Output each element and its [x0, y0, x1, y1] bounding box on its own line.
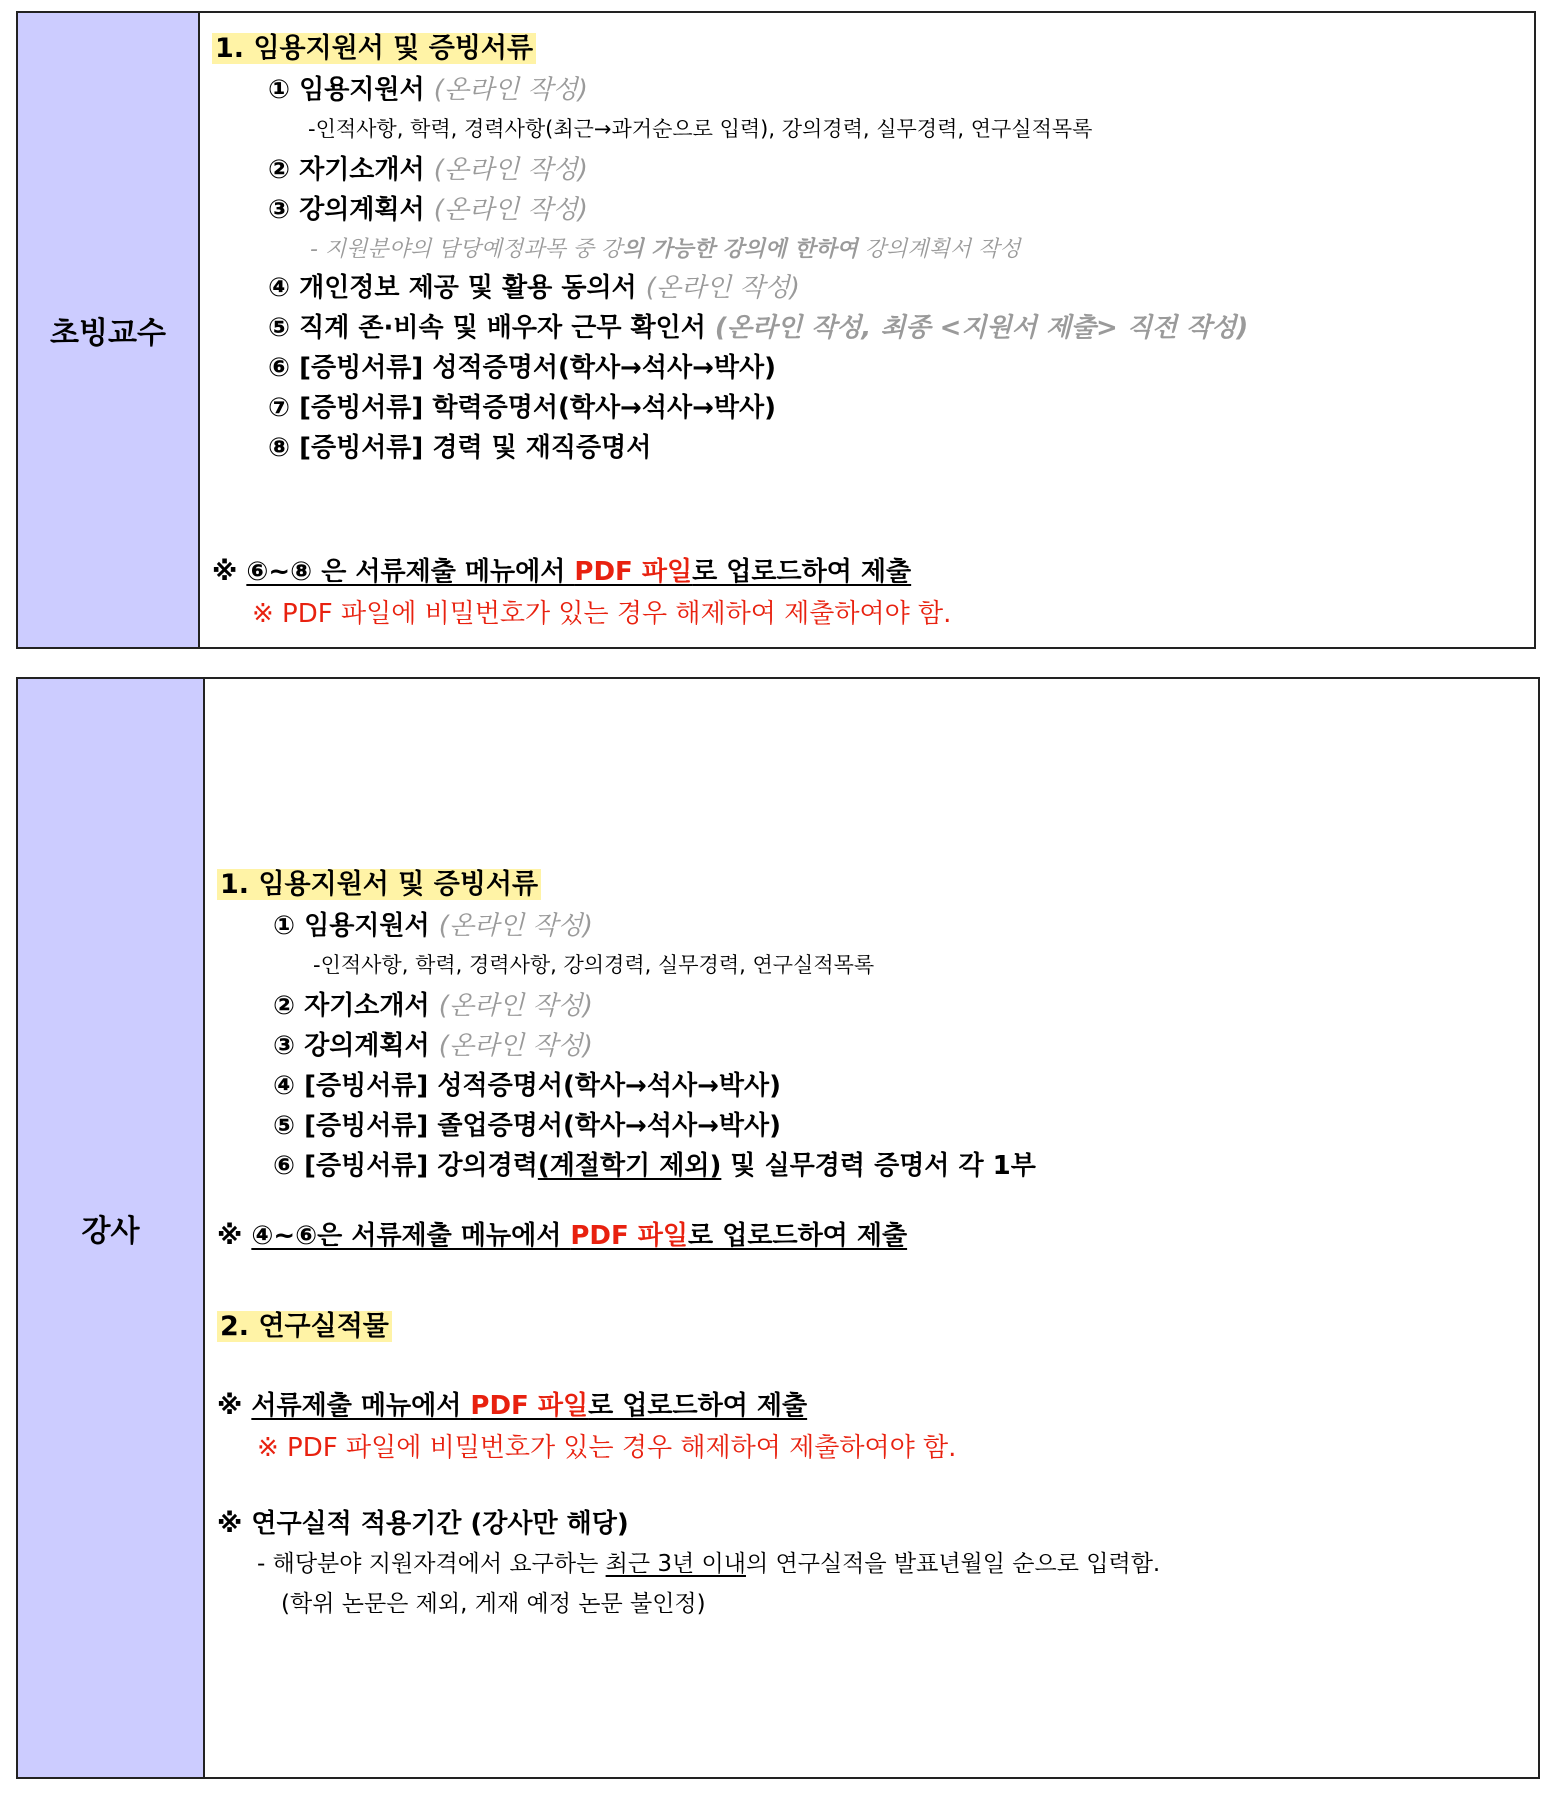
- list-item: ⑧ [증빙서류] 경력 및 재직증명서: [268, 433, 652, 463]
- section-heading: 1. 임용지원서 및 증빙서류: [217, 871, 541, 898]
- list-item-detail: -인적사항, 학력, 경력사항, 강의경력, 실무경력, 연구실적목록: [313, 953, 875, 977]
- list-item: ⑥ [증빙서류] 강의경력(계절학기 제외) 및 실무경력 증명서 각 1부: [273, 1151, 1036, 1181]
- research-period-note: ※ 연구실적 적용기간 (강사만 해당): [217, 1509, 629, 1539]
- list-item: ① 임용지원서 (온라인 작성): [273, 911, 593, 941]
- list-item: ② 자기소개서 (온라인 작성): [273, 991, 593, 1021]
- research-period-exclusion: (학위 논문은 제외, 게재 예정 논문 불인정): [281, 1591, 706, 1617]
- list-item: ④ 개인정보 제공 및 활용 동의서 (온라인 작성): [268, 273, 800, 303]
- section-heading: 2. 연구실적물: [217, 1313, 392, 1340]
- section-heading: 1. 임용지원서 및 증빙서류: [212, 35, 536, 62]
- section-lecturer: [16, 677, 1540, 1779]
- section-content: [205, 679, 1538, 1777]
- list-item: ③ 강의계획서 (온라인 작성): [273, 1031, 593, 1061]
- upload-note: ※ ④~⑥은 서류제출 메뉴에서 PDF 파일로 업로드하여 제출: [217, 1221, 908, 1251]
- section-label: 초빙교수: [18, 13, 200, 647]
- list-item: ② 자기소개서 (온라인 작성): [268, 155, 588, 185]
- password-note: ※ PDF 파일에 비밀번호가 있는 경우 해제하여 제출하여야 함.: [257, 1433, 957, 1463]
- list-item: ⑦ [증빙서류] 학력증명서(학사→석사→박사): [268, 393, 776, 423]
- list-item: ① 임용지원서 (온라인 작성): [268, 75, 588, 105]
- upload-note: ※ ⑥~⑧ 은 서류제출 메뉴에서 PDF 파일로 업로드하여 제출: [212, 557, 912, 587]
- section-label: 강사: [18, 679, 205, 1777]
- password-note: ※ PDF 파일에 비밀번호가 있는 경우 해제하여 제출하여야 함.: [252, 599, 952, 629]
- list-item: ⑤ 직계 존·비속 및 배우자 근무 확인서 (온라인 작성, 최종 <지원서 제출> 직전 작성): [268, 313, 1249, 343]
- section-content: [200, 13, 1534, 647]
- list-item: ③ 강의계획서 (온라인 작성): [268, 195, 588, 225]
- list-item-detail: - 지원분야의 담당예정과목 중 강의 가능한 강의에 한하여 강의계획서 작성: [310, 237, 1021, 262]
- list-item: ④ [증빙서류] 성적증명서(학사→석사→박사): [273, 1071, 781, 1101]
- section-visiting-professor: [16, 11, 1536, 649]
- research-period-detail: - 해당분야 지원자격에서 요구하는 최근 3년 이내의 연구실적을 발표년월일 순으로 입력함.: [257, 1551, 1161, 1577]
- list-item-detail: -인적사항, 학력, 경력사항(최근→과거순으로 입력), 강의경력, 실무경력, 연구실적목록: [308, 117, 1093, 141]
- list-item: ⑤ [증빙서류] 졸업증명서(학사→석사→박사): [273, 1111, 781, 1141]
- list-item: ⑥ [증빙서류] 성적증명서(학사→석사→박사): [268, 353, 776, 383]
- upload-note: ※ 서류제출 메뉴에서 PDF 파일로 업로드하여 제출: [217, 1391, 808, 1421]
